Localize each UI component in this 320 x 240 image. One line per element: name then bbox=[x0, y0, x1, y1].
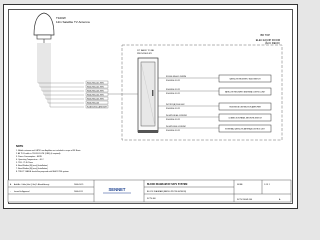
rev-row-1-rev: A bbox=[10, 184, 12, 186]
title-block-scale: NONE bbox=[237, 184, 243, 186]
cable-label-3: W003-RG6-1003-TVRO bbox=[87, 91, 105, 93]
equip-box-3: TELEVISION DISTRIBUTION AMPLIFIER bbox=[229, 106, 261, 109]
note-5: 5. 75Ω : 75 Ω Ohms bbox=[16, 162, 33, 164]
note-2: 2. All 75 Ω cable is 75Ω 3Ω 10 PE (3 BF) (if required). bbox=[16, 153, 61, 155]
equip-tag-2: RG6-SDH-12-CR bbox=[166, 89, 180, 91]
cable-label-6: W006-RG6-1006 bbox=[87, 103, 100, 105]
note-4: 4. Operating Temperature : -10 C bbox=[16, 159, 44, 161]
rev-row-1-desc: Add Ant. Cable (Info Q-Sat) 1 Ahead Arrangt bbox=[14, 184, 50, 186]
rev-row-2-rev: - bbox=[10, 191, 11, 193]
antenna-label-2: 12in Satellite TV Antenna bbox=[56, 20, 90, 24]
title-block-sheet: 1 OF 1 bbox=[264, 184, 270, 186]
block-diagram bbox=[4, 5, 297, 208]
equip-box-2: SATELLITE RECEIVER / ANTENNA CONTROL UNIT bbox=[224, 91, 266, 94]
equip-sub-1: RG6-SDH-12-CR bbox=[166, 80, 180, 82]
title-block-subtitle: BLOCK DIAGRAM (SATELLITE TELEVISION) bbox=[147, 191, 187, 193]
cable-label-7: W-CAT5-RG6+CAT5E-SDH bbox=[87, 107, 107, 109]
equip-tag-3: W-TVRO(B) RG6-1002 bbox=[166, 104, 185, 106]
equip-box-5: EXTERNAL SATELLITE ANTENNA CONTROL UNIT bbox=[225, 128, 265, 131]
rev-row-2-date: 2006-02-11 bbox=[74, 191, 84, 193]
antenna-label-1: T100W bbox=[56, 16, 66, 20]
title-block-title: BLOCK DIAGRAM OF SATV SYSTEM bbox=[147, 184, 188, 186]
cable-label-2: W002-RG6-1002-TVRO bbox=[87, 87, 105, 89]
title-block-rev: A bbox=[279, 199, 281, 201]
room-label-2: (ACC DECK) bbox=[264, 42, 280, 45]
room-label-1: ELEC EQUIP ROOM bbox=[255, 39, 280, 42]
company-name: SENNET bbox=[108, 187, 126, 192]
note-3: 3. Power Consumption : 400W bbox=[16, 156, 42, 158]
equipment-boxes bbox=[219, 75, 271, 132]
rack-label-1: 19" RACK TO BE bbox=[137, 50, 154, 52]
cable-bundle bbox=[38, 43, 84, 107]
location-top-right: BR TOP bbox=[260, 34, 270, 37]
note-6: 6. Bend Radius (B) (mm) (Installation) bbox=[16, 165, 48, 167]
equip-tag-5: W-CAT5-RG6-1-1SDRM bbox=[166, 126, 186, 128]
equip-tag-4: W-CAT5-SDH4-1-2SDRM bbox=[166, 115, 187, 117]
equip-box-1: SATELLITE RECEIVER / MULTISWITCH bbox=[229, 78, 261, 81]
note-7: 7. Bend Radius (B) (mm) (Installation) bbox=[16, 168, 48, 170]
drawing-sheet bbox=[3, 4, 298, 209]
equip-sub-4: RG6-SDH-12-CR bbox=[166, 119, 180, 121]
rev-row-2-desc: Issued for Approval bbox=[14, 191, 30, 193]
equip-sub-2: RG6-SDH-12-CR bbox=[166, 93, 180, 95]
notes-title: NOTE bbox=[16, 145, 24, 148]
equip-tag-1: IR-RG6-SDH4-1-1SDRM bbox=[166, 76, 186, 78]
note-1: 1. Mobile antenna and CATV Line Amplifier are included in scope of SF Basic. bbox=[16, 150, 82, 152]
title-block-project: SCTV-100 bbox=[147, 198, 156, 200]
antenna-icon bbox=[34, 13, 54, 43]
rev-row-1-date: 2006-03-29 bbox=[74, 184, 84, 186]
rack-label-2: PROVIDED BY bbox=[137, 53, 152, 55]
equip-sub-5: RG6-SDH-12-CR bbox=[166, 130, 180, 132]
title-block-drawing-no: SCTV-100W-100 bbox=[237, 199, 253, 201]
rack-cabinet bbox=[138, 58, 158, 133]
equip-sub-3: RG6-SDH-12-CR bbox=[166, 108, 180, 110]
cable-label-5: W005-RG6-1005-TVRO bbox=[87, 99, 105, 101]
note-8: 8. TRUCT CABLE should be prepared with SHM 1/75E system. bbox=[16, 171, 70, 173]
cable-label-1: W001-RG6-1001-TVRO bbox=[87, 83, 105, 85]
cable-label-4: W004-RG6-1004-TVRO bbox=[87, 95, 105, 97]
equip-box-4: CONNECTION PANEL NETWORK SWITCH bbox=[228, 117, 262, 120]
